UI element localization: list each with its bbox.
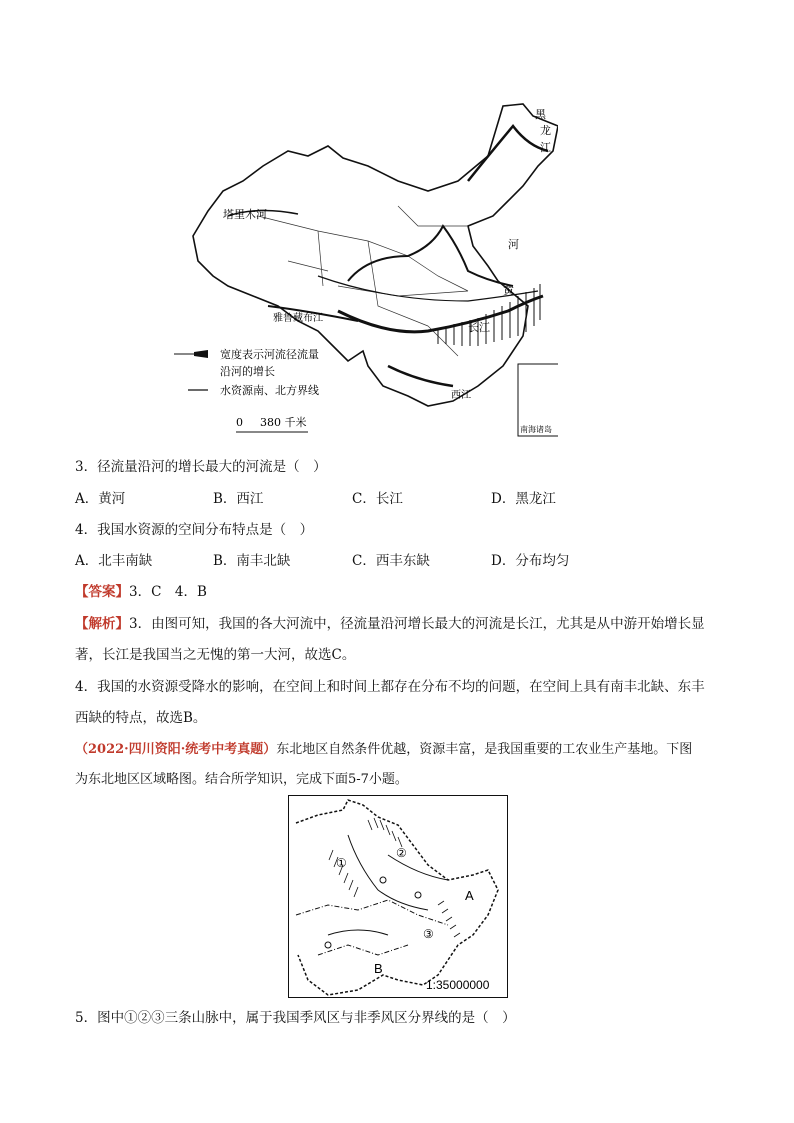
analysis-line-1 (75, 612, 705, 632)
map2-scale: 1:35000000 (426, 978, 490, 992)
svg-text:水资源南、北方界线: 水资源南、北方界线 (220, 384, 319, 397)
map2-label-3: ③ (423, 927, 434, 941)
analysis-line-3: 4．我国的水资源受降水的影响，在空间上和时间上都存在分布不均的问题，在空间上具有南丰北缺、东丰 (75, 679, 705, 695)
province-lines (258, 206, 468, 356)
svg-text:宽度表示河流径流量: 宽度表示河流径流量 (220, 348, 319, 361)
q4-option-b[interactable]: B．南丰北缺 (213, 553, 291, 569)
svg-text:380 千米: 380 千米 (260, 416, 307, 429)
answer-text: 3．C 4．B (129, 584, 207, 600)
map-legend (174, 347, 319, 432)
svg-text:沿河的增长: 沿河的增长 (220, 365, 275, 378)
q3-option-b[interactable]: B．西江 (213, 491, 264, 507)
northeast-region-map (288, 795, 508, 998)
yangtze-river (338, 296, 543, 332)
analysis-line-2: 著，长江是我国当之无愧的第一大河，故选C。 (75, 647, 356, 663)
label-heilong-1: 黑 (535, 108, 546, 121)
map2-label-a: A (465, 888, 474, 903)
q4-option-c[interactable]: C．西丰东缺 (352, 553, 430, 569)
intro-source: （2022·四川资阳·统考中考真题） (75, 742, 277, 757)
q4-stem: 4．我国水资源的空间分布特点是（ ） (75, 522, 314, 538)
label-xijiang: 西江 (451, 390, 471, 401)
q3-stem: 3．径流量沿河的增长最大的河流是（ ） (75, 459, 327, 475)
analysis-tag: 【解析】 (75, 616, 129, 632)
answer-tag: 【答案】 (75, 584, 129, 600)
label-heilong-2: 龙 (540, 124, 551, 137)
q3-option-a[interactable]: A．黄河 (75, 491, 126, 507)
q4-option-a[interactable]: A．北丰南缺 (75, 553, 153, 569)
label-huanghe-1: 黄 (503, 284, 514, 297)
map2-label-2: ② (396, 846, 407, 860)
analysis-line-4: 西缺的特点，故选B。 (75, 710, 207, 726)
intro-line-2: 为东北地区区域略图。结合所学知识，完成下面5-7小题。 (75, 772, 408, 787)
label-changjiang: 长江 (468, 321, 490, 334)
answer-line (75, 580, 207, 600)
xijiang-river (388, 366, 453, 386)
q5-stem: 5．图中①②③三条山脉中，属于我国季风区与非季风区分界线的是（ ） (75, 1010, 516, 1026)
q3-option-d[interactable]: D．黑龙江 (491, 491, 556, 507)
label-heilong-3: 江 (540, 141, 551, 154)
analysis-text-1: 3．由图可知，我国的各大河流中，径流量沿河增长最大的河流是长江，尤其是从中游开始增长显 (129, 616, 705, 632)
map2-label-1: ① (336, 856, 347, 870)
intro-text-1: 东北地区自然条件优越，资源丰富，是我国重要的工农业生产基地。下图 (276, 742, 693, 757)
q3-option-c[interactable]: C．长江 (352, 491, 403, 507)
label-tarim: 塔里木河 (223, 208, 267, 221)
svg-text:0: 0 (236, 416, 243, 429)
yellow-river (348, 226, 513, 286)
label-huanghe-2: 河 (508, 238, 519, 251)
south-china-sea-inset (518, 364, 558, 436)
heilongjiang-river (468, 126, 548, 181)
label-yarlung: 雅鲁藏布江 (273, 313, 323, 324)
china-river-map (168, 96, 558, 446)
map2-label-b: B (374, 961, 383, 976)
q4-option-d[interactable]: D．分布均匀 (491, 553, 570, 569)
intro-line-1 (75, 738, 692, 757)
svg-text:南海诸岛: 南海诸岛 (520, 425, 552, 434)
